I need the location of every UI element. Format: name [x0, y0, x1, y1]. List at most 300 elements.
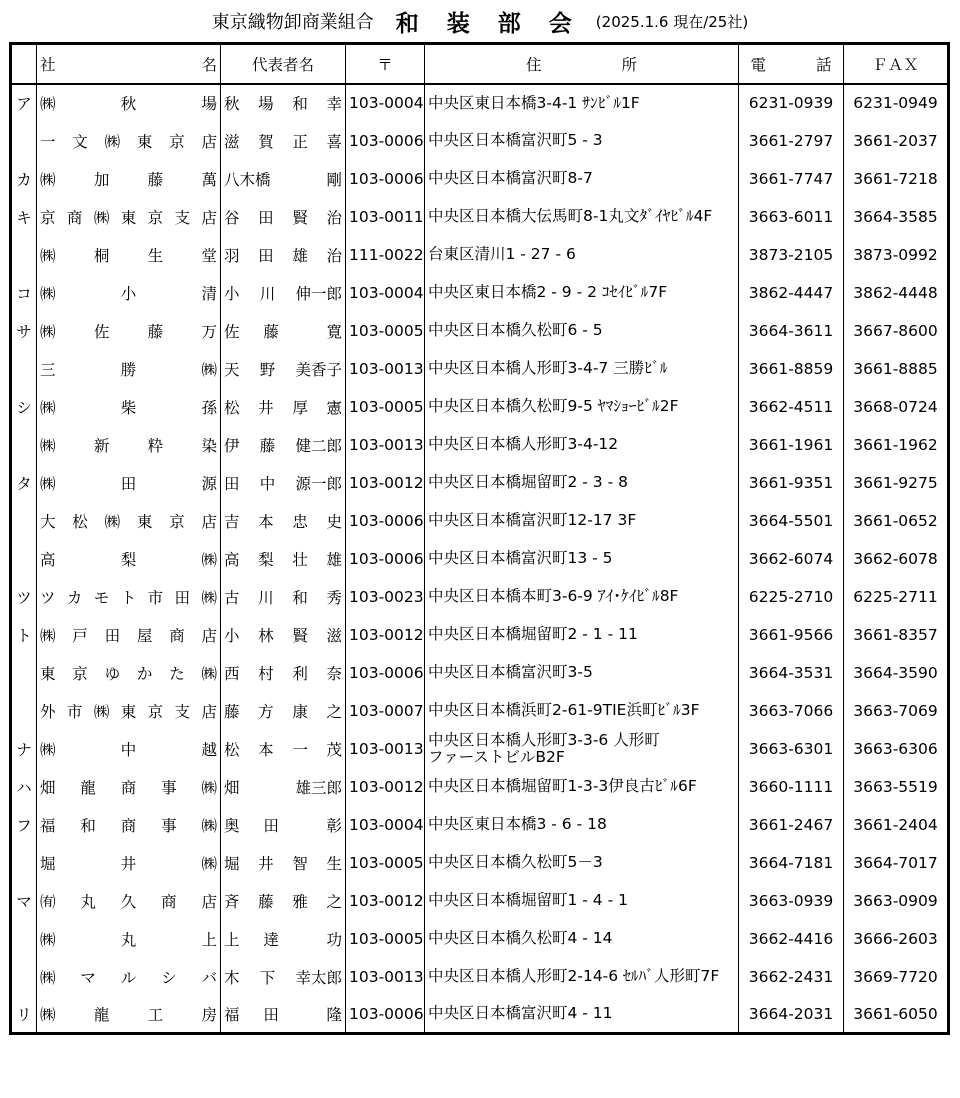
- company-name-char: 加: [93, 170, 110, 189]
- company-name-text: [40, 928, 217, 950]
- row-index-kana: フ: [11, 806, 37, 844]
- company-name-cell: [37, 616, 221, 654]
- fax-cell: 3664-3590: [844, 654, 949, 692]
- fax-cell: 3661-0652: [844, 502, 949, 540]
- company-name-char: 店: [201, 892, 217, 911]
- zip-cell: 103-0006: [346, 654, 425, 692]
- table-row: [11, 122, 949, 160]
- representative-cell: [221, 540, 346, 578]
- representative-text: [224, 624, 342, 646]
- table-row: [11, 730, 949, 768]
- header-row: [11, 44, 949, 84]
- representative-char: 雅: [292, 892, 308, 911]
- representative-cell: [221, 730, 346, 768]
- address-cell: [425, 198, 739, 236]
- phone-cell: 3662-4511: [739, 388, 844, 426]
- representative-cell: [221, 236, 346, 274]
- company-name-char: た: [169, 664, 185, 683]
- table-row: [11, 274, 949, 312]
- address-cell: [425, 540, 739, 578]
- representative-char: 喜: [326, 132, 342, 151]
- phone-cell: 3661-9351: [739, 464, 844, 502]
- representative-char: 畑: [224, 778, 240, 797]
- company-name-char: ㈱: [104, 132, 121, 151]
- address-cell: [425, 654, 739, 692]
- address-cell: [425, 274, 739, 312]
- row-index-kana: ト: [11, 616, 37, 654]
- address-header: 住 所: [425, 44, 739, 84]
- company-name-char: 商: [161, 892, 177, 911]
- company-name-char: 東: [40, 664, 56, 683]
- address-line: 中央区日本橋富沢町3-5: [428, 663, 593, 681]
- company-name-char: ㈱: [40, 474, 56, 493]
- representative-char: 源一郎: [295, 474, 342, 493]
- company-name-text: [40, 776, 217, 798]
- company-name-char: 市: [147, 588, 164, 607]
- table-row: [11, 464, 949, 502]
- address-line: 中央区日本橋富沢町5 - 3: [428, 131, 603, 149]
- company-name-char: 京: [147, 702, 164, 721]
- company-name-char: ㈱: [201, 360, 217, 379]
- zip-cell: 103-0004: [346, 274, 425, 312]
- company-name-text: [40, 510, 217, 532]
- company-name-cell: [37, 426, 221, 464]
- company-name-char: 高: [40, 550, 56, 569]
- representative-char: 松: [224, 398, 240, 417]
- company-name-char: 佐: [93, 322, 110, 341]
- company-name-char: ㈱: [40, 398, 56, 417]
- company-name-char: 龍: [80, 778, 96, 797]
- document-title: 和 装 部 会: [395, 10, 582, 37]
- company-name-char: 店: [201, 626, 217, 645]
- address-cell: [425, 84, 739, 122]
- representative-char: 斉: [224, 892, 240, 911]
- phone-cell: 3664-3611: [739, 312, 844, 350]
- index-header: [11, 44, 37, 84]
- company-name-char: 万: [201, 322, 217, 341]
- company-name-text: [40, 130, 217, 152]
- representative-char: 藤: [224, 702, 240, 721]
- company-name-char: ル: [120, 968, 137, 987]
- address-line: 中央区日本橋富沢町12-17 3F: [428, 511, 637, 529]
- row-index-kana: [11, 122, 37, 160]
- company-name-char: 上: [201, 930, 217, 949]
- zip-cell: 103-0005: [346, 844, 425, 882]
- zip-cell: 103-0004: [346, 84, 425, 122]
- phone-cell: 3664-2031: [739, 996, 844, 1034]
- representative-cell: [221, 768, 346, 806]
- representative-char: 伊: [224, 436, 240, 455]
- table-row: [11, 996, 949, 1034]
- address-cell: [425, 768, 739, 806]
- address-line: 中央区日本橋富沢町4 - 11: [428, 1004, 613, 1023]
- representative-char: 天: [224, 360, 240, 379]
- representative-cell: [221, 426, 346, 464]
- company-name-text: [40, 852, 217, 874]
- zip-cell: 103-0004: [346, 806, 425, 844]
- zip-header: 〒: [346, 44, 425, 84]
- representative-char: 幸: [326, 95, 342, 113]
- representative-text: [224, 738, 342, 760]
- company-name-char: ト: [120, 588, 137, 607]
- as-of-note: (2025.1.6 現在/25社): [595, 12, 749, 31]
- table-row: [11, 236, 949, 274]
- company-name-char: ㈱: [201, 778, 217, 797]
- zip-cell: 103-0011: [346, 198, 425, 236]
- company-name-text: [40, 244, 217, 266]
- company-name-char: 東: [120, 208, 137, 227]
- zip-cell: 103-0005: [346, 312, 425, 350]
- company-name-text: [40, 662, 217, 684]
- address-line: ファーストビルB2F: [428, 747, 565, 766]
- table-row: [11, 616, 949, 654]
- fax-header: ＦＡＸ: [844, 44, 949, 84]
- representative-char: 川: [258, 588, 274, 607]
- address-cell: [425, 464, 739, 502]
- address-line: 中央区日本橋人形町2-14-6 ｾﾙﾊﾞ人形町7F: [428, 967, 720, 985]
- fax-cell: 3663-7069: [844, 692, 949, 730]
- address-line: 中央区日本橋久松町6 - 5: [428, 321, 603, 339]
- company-name-text: [40, 358, 217, 380]
- representative-char: 史: [326, 512, 342, 531]
- company-name-char: 桐: [93, 246, 110, 265]
- representative-text: [224, 320, 342, 342]
- address-line: 中央区日本橋大伝馬町8-1丸文ﾀﾞｲﾔﾋﾞﾙ4F: [428, 207, 713, 225]
- company-name-text: [40, 92, 217, 114]
- representative-text: [224, 168, 342, 190]
- company-name-cell: [37, 464, 221, 502]
- zip-cell: 103-0013: [346, 730, 425, 768]
- representative-char: 忠: [292, 512, 308, 531]
- zip-cell: 103-0013: [346, 350, 425, 388]
- member-roster-table: [9, 42, 950, 1035]
- company-name-char: 外: [40, 702, 56, 721]
- representative-char: 藤: [259, 436, 276, 455]
- representative-text: [224, 852, 342, 874]
- representative-char: 之: [326, 892, 342, 911]
- fax-cell: 3661-8357: [844, 616, 949, 654]
- representative-text: [224, 1003, 342, 1025]
- company-name-text: [40, 282, 217, 304]
- fax-cell: 3668-0724: [844, 388, 949, 426]
- representative-char: 下: [259, 968, 276, 987]
- address-line: 中央区東日本橋2 - 9 - 2 ｺｾｲﾋﾞﾙ7F: [428, 283, 668, 301]
- representative-char: 彰: [326, 816, 342, 835]
- company-name-char: 小: [120, 284, 137, 303]
- company-name-char: ゆ: [104, 664, 121, 683]
- company-name-char: 京: [40, 208, 56, 227]
- company-name-char: 支: [174, 208, 191, 227]
- phone-cell: 3664-5501: [739, 502, 844, 540]
- representative-char: 藤: [258, 892, 274, 911]
- table-row: [11, 806, 949, 844]
- representative-char: 滋: [326, 626, 342, 645]
- phone-cell: 3661-9566: [739, 616, 844, 654]
- representative-text: [224, 358, 342, 380]
- company-name-char: ㈱: [40, 246, 56, 265]
- representative-char: 佐: [224, 322, 240, 341]
- company-name-char: 和: [80, 816, 96, 835]
- representative-cell: [221, 806, 346, 844]
- phone-cell: 3662-4416: [739, 920, 844, 958]
- representative-char: 田: [263, 1005, 279, 1024]
- address-line: 中央区日本橋堀留町1-3-3伊良古ﾋﾞﾙ6F: [428, 777, 697, 795]
- address-line: 中央区東日本橋3 - 6 - 18: [428, 815, 607, 833]
- company-name-char: 支: [174, 702, 191, 721]
- representative-char: 伸一郎: [295, 284, 342, 303]
- company-name-char: 房: [201, 1005, 217, 1024]
- fax-cell: 3664-3585: [844, 198, 949, 236]
- company-name-char: 堀: [40, 854, 56, 873]
- address-cell: [425, 160, 739, 198]
- row-index-kana: [11, 236, 37, 274]
- company-name-cell: [37, 844, 221, 882]
- zip-cell: 103-0005: [346, 920, 425, 958]
- phone-cell: 3662-6074: [739, 540, 844, 578]
- company-name-char: 京: [147, 208, 164, 227]
- company-name-char: ㈱: [201, 664, 217, 683]
- company-name-char: 秋: [120, 95, 137, 113]
- representative-char: 田: [258, 246, 274, 265]
- company-name-text: [40, 434, 217, 456]
- company-name-char: 勝: [120, 360, 137, 379]
- company-name-char: 大: [40, 512, 56, 531]
- row-index-kana: [11, 350, 37, 388]
- representative-cell: [221, 692, 346, 730]
- row-index-kana: [11, 540, 37, 578]
- company-name-char: ㈱: [40, 436, 56, 455]
- zip-cell: 103-0012: [346, 882, 425, 920]
- row-index-kana: [11, 958, 37, 996]
- company-name-char: 東: [136, 132, 153, 151]
- representative-char: 之: [326, 702, 342, 721]
- zip-cell: 103-0006: [346, 540, 425, 578]
- representative-text: [224, 434, 342, 456]
- representative-char: 井: [258, 398, 274, 417]
- company-name-text: [40, 396, 217, 418]
- roster-body: [11, 84, 949, 1034]
- company-name-char: 商: [120, 778, 137, 797]
- phone-cell: 6225-2710: [739, 578, 844, 616]
- representative-text: [224, 244, 342, 266]
- representative-char: 梨: [258, 550, 274, 569]
- phone-cell: 3662-2431: [739, 958, 844, 996]
- representative-text: [224, 548, 342, 570]
- phone-cell: 3664-7181: [739, 844, 844, 882]
- representative-char: 藤: [263, 322, 279, 341]
- phone-cell: 3862-4447: [739, 274, 844, 312]
- company-name-char: 一: [40, 132, 56, 151]
- company-name-char: 商: [169, 626, 185, 645]
- company-name-char: 京: [169, 132, 185, 151]
- representative-char: 寛: [326, 322, 342, 341]
- representative-cell: [221, 920, 346, 958]
- zip-cell: 103-0023: [346, 578, 425, 616]
- phone-header: 電 話: [739, 44, 844, 84]
- company-name-char: 事: [161, 816, 177, 835]
- company-name-char: ㈱: [104, 512, 121, 531]
- representative-cell: [221, 882, 346, 920]
- fax-cell: 3664-7017: [844, 844, 949, 882]
- company-name-cell: [37, 996, 221, 1034]
- table-row: [11, 312, 949, 350]
- company-name-char: ㈲: [40, 892, 56, 911]
- zip-cell: 103-0006: [346, 502, 425, 540]
- representative-text: [224, 662, 342, 684]
- address-cell: [425, 236, 739, 274]
- row-index-kana: [11, 502, 37, 540]
- company-name-char: 福: [40, 816, 56, 835]
- representative-char: 上: [224, 930, 240, 949]
- zip-cell: 103-0013: [346, 958, 425, 996]
- phone-cell: 3663-6301: [739, 730, 844, 768]
- phone-cell: 3661-7747: [739, 160, 844, 198]
- representative-cell: [221, 958, 346, 996]
- representative-char: 野: [259, 360, 276, 379]
- zip-cell: 103-0013: [346, 426, 425, 464]
- representative-char: 和: [292, 588, 308, 607]
- table-row: [11, 844, 949, 882]
- address-cell: [425, 882, 739, 920]
- row-index-kana: [11, 654, 37, 692]
- representative-char: 憲: [326, 398, 342, 417]
- representative-char: 川: [259, 284, 276, 303]
- company-name-char: ㈱: [201, 588, 217, 607]
- address-cell: [425, 806, 739, 844]
- company-name-char: 久: [120, 892, 137, 911]
- representative-char: 田: [224, 474, 240, 493]
- representative-char: 田: [263, 816, 279, 835]
- representative-char: 生: [326, 854, 342, 873]
- fax-cell: 3662-6078: [844, 540, 949, 578]
- zip-cell: 103-0012: [346, 616, 425, 654]
- company-name-cell: [37, 198, 221, 236]
- company-name-cell: [37, 236, 221, 274]
- address-line: 中央区日本橋人形町3-3-6 人形町: [428, 730, 660, 749]
- address-line: 中央区日本橋富沢町8-7: [428, 169, 593, 187]
- row-index-kana: コ: [11, 274, 37, 312]
- company-name-char: 京: [72, 664, 88, 683]
- row-index-kana: ツ: [11, 578, 37, 616]
- company-name-char: 店: [201, 512, 217, 531]
- company-name-char: 東: [136, 512, 153, 531]
- zip-cell: 103-0006: [346, 996, 425, 1034]
- fax-cell: 3663-6306: [844, 730, 949, 768]
- table-row: [11, 768, 949, 806]
- table-row: [11, 426, 949, 464]
- company-name-char: 井: [120, 854, 137, 873]
- company-name-char: 戸: [72, 626, 88, 645]
- address-cell: [425, 958, 739, 996]
- representative-char: 小: [224, 284, 240, 303]
- zip-cell: 103-0006: [346, 160, 425, 198]
- representative-char: 美香子: [295, 360, 342, 379]
- representative-char: 古: [224, 588, 240, 607]
- representative-text: [224, 776, 342, 798]
- company-name-cell: [37, 578, 221, 616]
- address-line: 中央区日本橋堀留町2 - 3 - 8: [428, 473, 628, 491]
- representative-text: [224, 510, 342, 532]
- row-index-kana: [11, 920, 37, 958]
- representative-char: 賢: [292, 626, 308, 645]
- representative-char: 八木橋: [224, 170, 271, 189]
- company-name-char: ㈱: [40, 95, 56, 113]
- address-cell: [425, 730, 739, 768]
- table-row: [11, 198, 949, 236]
- representative-char: 高: [224, 550, 240, 569]
- table-row: [11, 350, 949, 388]
- company-name-cell: [37, 806, 221, 844]
- representative-char: 谷: [224, 208, 240, 227]
- row-index-kana: マ: [11, 882, 37, 920]
- company-name-cell: [37, 274, 221, 312]
- address-line: 中央区日本橋富沢町13 - 5: [428, 549, 613, 567]
- representative-char: 本: [258, 512, 274, 531]
- row-index-kana: ハ: [11, 768, 37, 806]
- company-name-text: [40, 548, 217, 570]
- company-name-char: 孫: [201, 398, 217, 417]
- organization-name: 東京織物卸商業組合: [211, 12, 374, 33]
- fax-cell: 6231-0949: [844, 84, 949, 122]
- representative-char: 達: [263, 930, 279, 949]
- representative-cell: [221, 350, 346, 388]
- zip-cell: 103-0005: [346, 388, 425, 426]
- representative-char: 剛: [326, 170, 342, 189]
- representative-char: 松: [224, 740, 240, 759]
- company-name-char: ㈱: [201, 550, 217, 569]
- representative-text: [224, 814, 342, 836]
- representative-cell: [221, 996, 346, 1034]
- company-name-header: 社 名: [37, 44, 221, 84]
- representative-cell: [221, 616, 346, 654]
- company-name-char: 丸: [120, 930, 137, 949]
- company-name-text: [40, 1003, 217, 1025]
- table-row: [11, 388, 949, 426]
- zip-cell: 111-0022: [346, 236, 425, 274]
- company-name-char: ㈱: [93, 702, 110, 721]
- company-name-cell: [37, 768, 221, 806]
- company-name-char: 藤: [147, 322, 164, 341]
- company-name-text: [40, 320, 217, 342]
- fax-cell: 3661-2037: [844, 122, 949, 160]
- company-name-char: ㈱: [40, 170, 56, 189]
- address-line: 中央区日本橋人形町3-4-12: [428, 435, 619, 453]
- company-name-char: 場: [201, 95, 217, 113]
- zip-cell: 103-0006: [346, 122, 425, 160]
- table-row: [11, 84, 949, 122]
- company-name-char: 田: [174, 588, 191, 607]
- row-index-kana: ナ: [11, 730, 37, 768]
- address-cell: [425, 578, 739, 616]
- address-line: 中央区日本橋久松町5－3: [428, 853, 603, 871]
- representative-text: [224, 92, 342, 114]
- representative-text: [224, 130, 342, 152]
- fax-cell: 3661-1962: [844, 426, 949, 464]
- address-cell: [425, 996, 739, 1034]
- company-name-text: [40, 206, 217, 228]
- representative-char: 場: [258, 95, 274, 113]
- company-name-cell: [37, 920, 221, 958]
- company-name-char: 屋: [136, 626, 153, 645]
- company-name-char: 丸: [80, 892, 96, 911]
- company-name-char: 松: [72, 512, 88, 531]
- representative-char: 秀: [326, 588, 342, 607]
- company-name-cell: [37, 730, 221, 768]
- row-index-kana: カ: [11, 160, 37, 198]
- phone-cell: 3664-3531: [739, 654, 844, 692]
- company-name-char: 越: [201, 740, 217, 759]
- zip-cell: 103-0007: [346, 692, 425, 730]
